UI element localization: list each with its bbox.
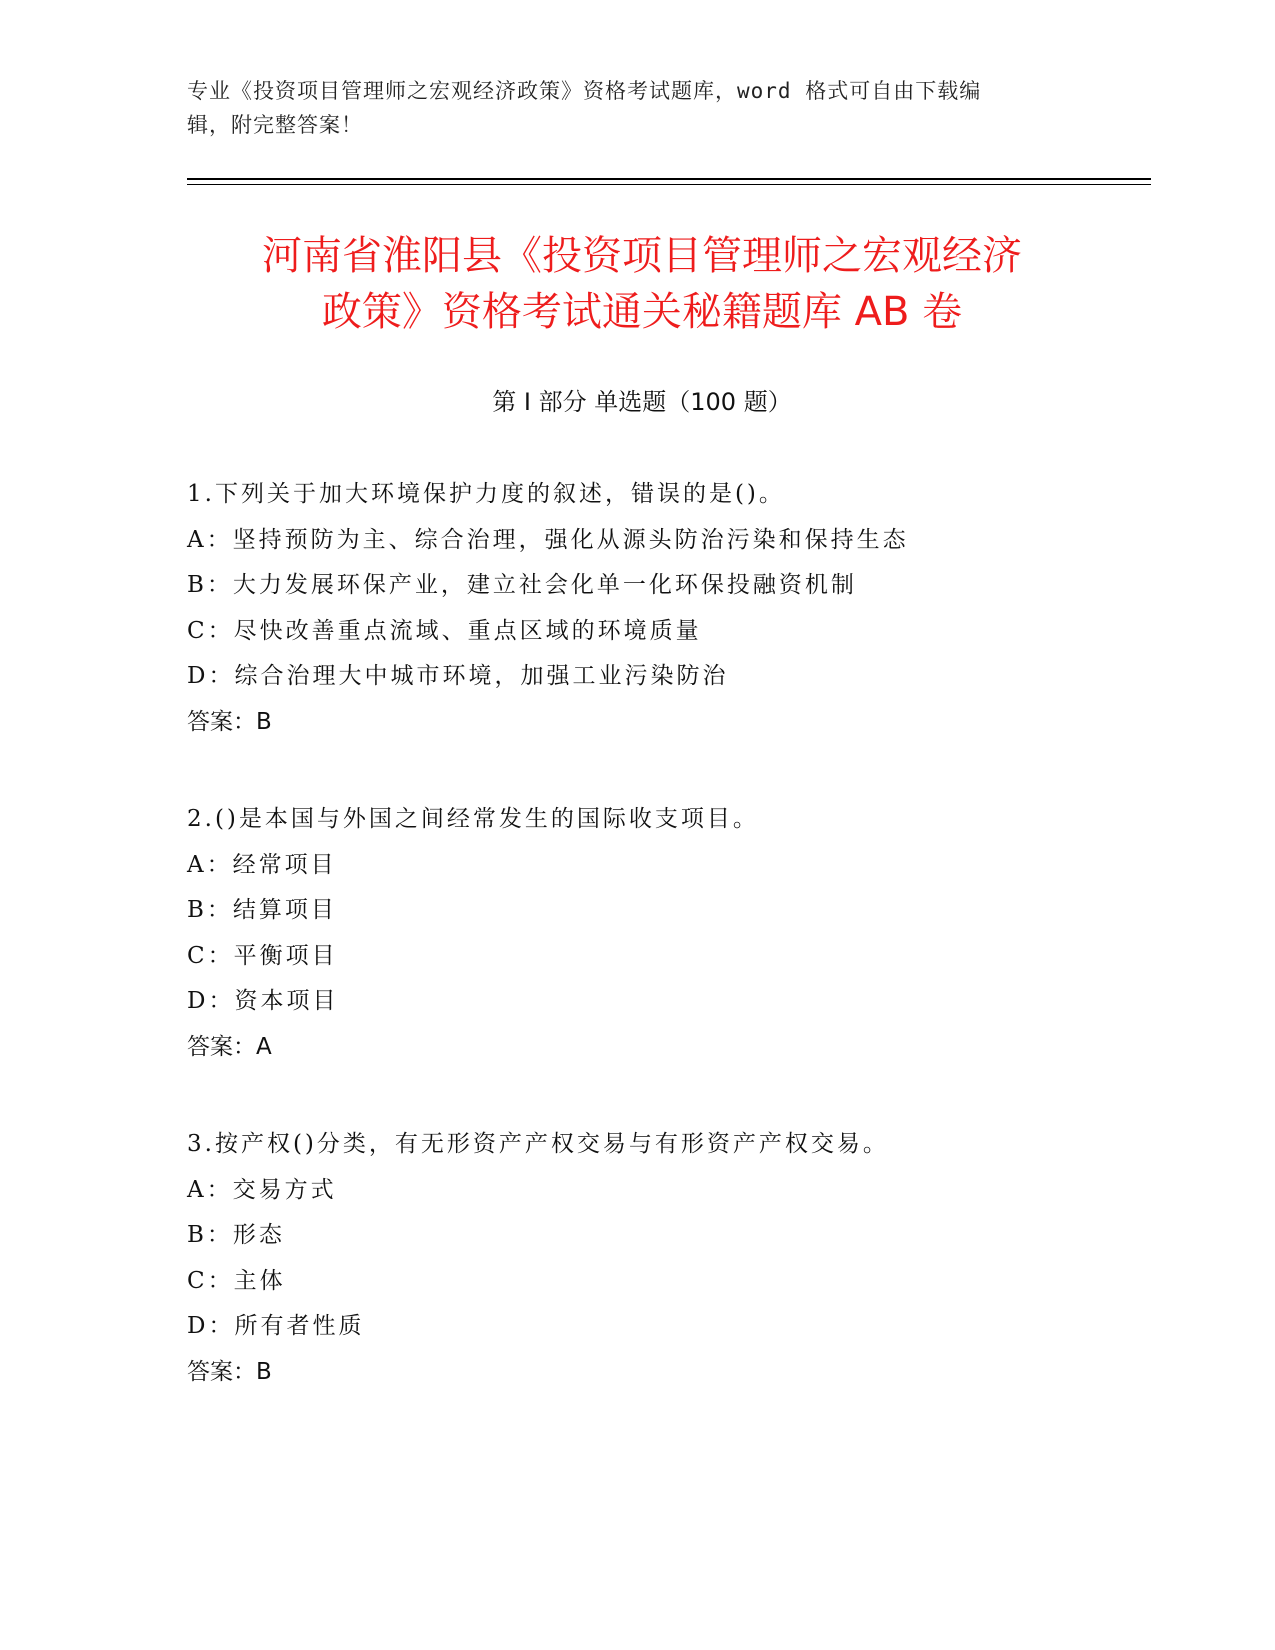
option-d: D：综合治理大中城市环境，加强工业污染防治: [187, 663, 729, 689]
option-b: B：结算项目: [187, 897, 337, 923]
question-stem: 2.()是本国与外国之间经常发生的国际收支项目。: [187, 806, 759, 832]
header-note-line-1: 专业《投资项目管理师之宏观经济政策》资格考试题库，word 格式可自由下载编: [187, 79, 982, 103]
option-d: D：资本项目: [187, 988, 339, 1014]
answer: 答案：B: [187, 1358, 272, 1385]
option-b: B：形态: [187, 1222, 285, 1248]
option-a: A：经常项目: [187, 851, 337, 878]
option-a: A：交易方式: [187, 1176, 337, 1203]
question-3: [187, 1122, 1127, 1395]
answer: 答案：B: [187, 708, 272, 735]
header-rule-thick: [187, 178, 1151, 180]
question-2: [187, 797, 1127, 1070]
question-list: [187, 472, 1127, 1447]
header-note: [187, 74, 1067, 142]
option-c: C：平衡项目: [187, 942, 338, 969]
option-c: C：主体: [187, 1267, 286, 1294]
document-title-line-1: 河南省淮阳县《投资项目管理师之宏观经济: [262, 233, 1022, 279]
option-a: A：坚持预防为主、综合治理，强化从源头防治污染和保持生态: [187, 526, 909, 553]
question-1: [187, 472, 1127, 745]
option-b: B：大力发展环保产业，建立社会化单一化环保投融资机制: [187, 572, 857, 598]
document-title: [187, 228, 1097, 340]
answer: 答案：A: [187, 1033, 272, 1060]
document-title-line-2: 政策》资格考试通关秘籍题库 AB 卷: [321, 289, 963, 335]
header-note-line-2: 辑，附完整答案！: [187, 113, 363, 137]
question-stem: 3.按产权()分类，有无形资产产权交易与有形资产产权交易。: [187, 1131, 889, 1157]
option-c: C：尽快改善重点流域、重点区域的环境质量: [187, 617, 702, 644]
option-d: D：所有者性质: [187, 1313, 365, 1339]
question-stem: 1.下列关于加大环境保护力度的叙述，错误的是()。: [187, 481, 785, 507]
header-rule-thin: [187, 184, 1151, 185]
section-title: 第 I 部分 单选题（100 题）: [492, 388, 792, 416]
